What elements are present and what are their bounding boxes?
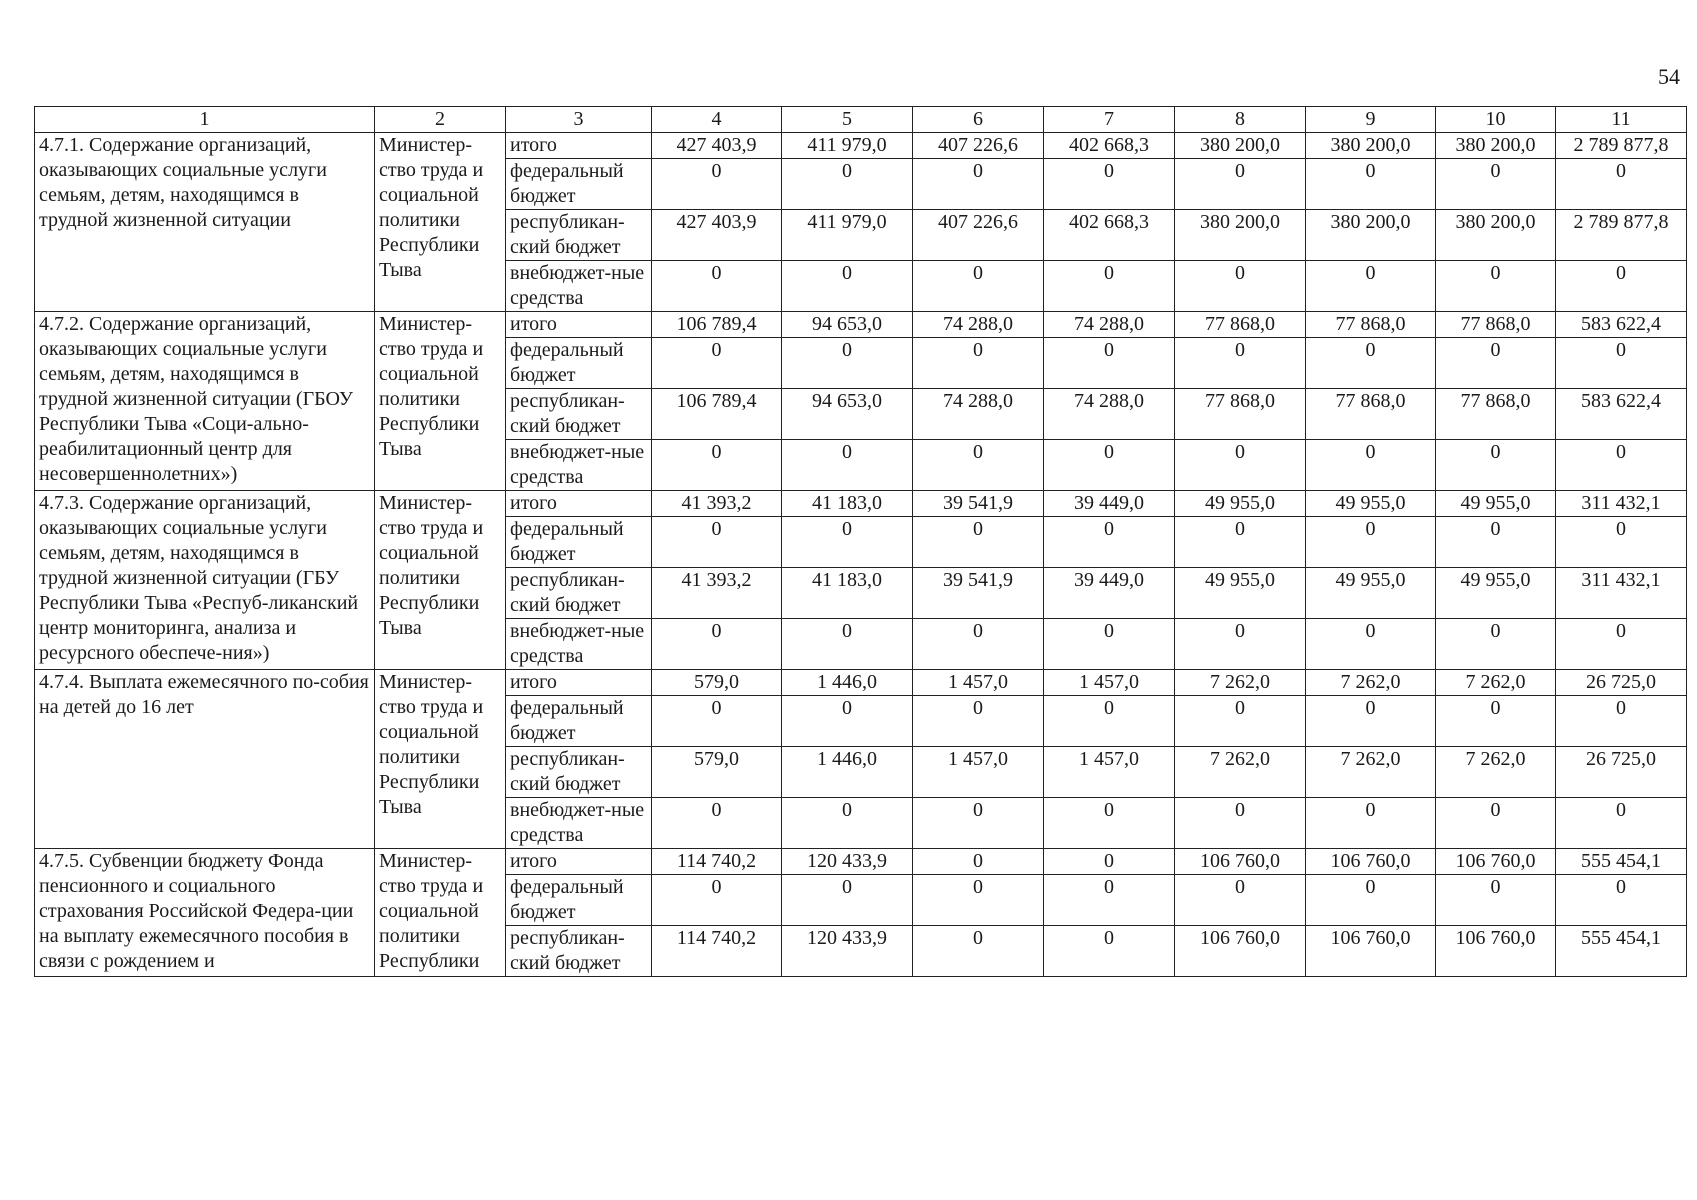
- amount-cell: 1 457,0: [913, 670, 1044, 696]
- amount-cell: 49 955,0: [1306, 491, 1436, 517]
- amount-cell: 39 449,0: [1044, 491, 1175, 517]
- amount-cell: 0: [1044, 619, 1175, 670]
- amount-cell: 0: [913, 261, 1044, 312]
- measure-description: 4.7.2. Содержание организаций, оказывающих социальные услуги семьям, детям, находящимся в трудной жизненной ситуации (ГБОУ Республики Тыва «Соци-ально-реабилитационный центр для несовершеннолетних»): [35, 312, 375, 491]
- table-row: [35, 312, 1687, 338]
- funding-source: республикан-ский бюджет: [506, 568, 652, 619]
- amount-cell: 2 789 877,8: [1556, 133, 1687, 159]
- amount-cell: 0: [1306, 696, 1436, 747]
- amount-cell: 0: [913, 517, 1044, 568]
- amount-cell: 0: [1044, 696, 1175, 747]
- amount-cell: 0: [1044, 798, 1175, 849]
- amount-cell: 1 446,0: [782, 670, 913, 696]
- amount-cell: 77 868,0: [1436, 389, 1556, 440]
- amount-cell: 411 979,0: [782, 210, 913, 261]
- amount-cell: 0: [1306, 338, 1436, 389]
- amount-cell: 0: [1556, 798, 1687, 849]
- amount-cell: 402 668,3: [1044, 210, 1175, 261]
- amount-cell: 380 200,0: [1175, 210, 1306, 261]
- amount-cell: 0: [1306, 619, 1436, 670]
- amount-cell: 0: [782, 798, 913, 849]
- measure-description: 4.7.1. Содержание организаций, оказывающих социальные услуги семьям, детям, находящимся в трудной жизненной ситуации: [35, 133, 375, 312]
- amount-cell: 579,0: [652, 747, 782, 798]
- amount-cell: 114 740,2: [652, 849, 782, 875]
- amount-cell: 26 725,0: [1556, 747, 1687, 798]
- amount-cell: 0: [1175, 696, 1306, 747]
- funding-source: федеральный бюджет: [506, 875, 652, 926]
- amount-cell: 114 740,2: [652, 926, 782, 977]
- funding-source: итого: [506, 133, 652, 159]
- amount-cell: 74 288,0: [1044, 389, 1175, 440]
- amount-cell: 380 200,0: [1436, 133, 1556, 159]
- amount-cell: 94 653,0: [782, 312, 913, 338]
- amount-cell: 7 262,0: [1436, 747, 1556, 798]
- amount-cell: 0: [1044, 261, 1175, 312]
- amount-cell: 0: [913, 440, 1044, 491]
- amount-cell: 7 262,0: [1306, 747, 1436, 798]
- amount-cell: 0: [1556, 875, 1687, 926]
- amount-cell: 0: [1306, 440, 1436, 491]
- column-number-cell: 1: [35, 107, 375, 133]
- responsible-executor: Министер-ство труда и социальной политики Республики Тыва: [375, 133, 506, 312]
- amount-cell: 7 262,0: [1175, 670, 1306, 696]
- amount-cell: 106 760,0: [1436, 849, 1556, 875]
- amount-cell: 94 653,0: [782, 389, 913, 440]
- funding-source: итого: [506, 849, 652, 875]
- amount-cell: 49 955,0: [1436, 568, 1556, 619]
- amount-cell: 0: [1556, 261, 1687, 312]
- amount-cell: 0: [1044, 875, 1175, 926]
- amount-cell: 0: [652, 338, 782, 389]
- funding-source: итого: [506, 312, 652, 338]
- amount-cell: 0: [652, 440, 782, 491]
- amount-cell: 0: [782, 159, 913, 210]
- amount-cell: 26 725,0: [1556, 670, 1687, 696]
- amount-cell: 0: [1044, 440, 1175, 491]
- column-number-cell: 10: [1436, 107, 1556, 133]
- amount-cell: 39 541,9: [913, 568, 1044, 619]
- amount-cell: 0: [913, 619, 1044, 670]
- amount-cell: 39 449,0: [1044, 568, 1175, 619]
- amount-cell: 106 760,0: [1175, 849, 1306, 875]
- responsible-executor: Министер-ство труда и социальной политики Республики Тыва: [375, 670, 506, 849]
- amount-cell: 0: [1306, 517, 1436, 568]
- amount-cell: 0: [1175, 875, 1306, 926]
- amount-cell: 0: [1556, 619, 1687, 670]
- amount-cell: 0: [1556, 517, 1687, 568]
- funding-source: федеральный бюджет: [506, 159, 652, 210]
- amount-cell: 0: [913, 159, 1044, 210]
- amount-cell: 380 200,0: [1306, 210, 1436, 261]
- funding-source: внебюджет-ные средства: [506, 798, 652, 849]
- amount-cell: 0: [652, 159, 782, 210]
- column-number-cell: 5: [782, 107, 913, 133]
- amount-cell: 0: [652, 517, 782, 568]
- amount-cell: 0: [1044, 517, 1175, 568]
- page-number: 54: [1658, 64, 1680, 89]
- amount-cell: 0: [913, 696, 1044, 747]
- amount-cell: 0: [782, 261, 913, 312]
- funding-source: итого: [506, 491, 652, 517]
- amount-cell: 0: [1556, 440, 1687, 491]
- amount-cell: 41 183,0: [782, 491, 913, 517]
- amount-cell: 120 433,9: [782, 926, 913, 977]
- amount-cell: 0: [652, 875, 782, 926]
- table-row: [35, 849, 1687, 875]
- amount-cell: 7 262,0: [1306, 670, 1436, 696]
- amount-cell: 0: [652, 619, 782, 670]
- amount-cell: 1 457,0: [1044, 747, 1175, 798]
- funding-source: федеральный бюджет: [506, 517, 652, 568]
- amount-cell: 0: [913, 875, 1044, 926]
- amount-cell: 120 433,9: [782, 849, 913, 875]
- amount-cell: 106 760,0: [1175, 926, 1306, 977]
- amount-cell: 77 868,0: [1306, 312, 1436, 338]
- amount-cell: 407 226,6: [913, 210, 1044, 261]
- amount-cell: 0: [1436, 159, 1556, 210]
- amount-cell: 49 955,0: [1436, 491, 1556, 517]
- amount-cell: 0: [1436, 261, 1556, 312]
- amount-cell: 380 200,0: [1306, 133, 1436, 159]
- amount-cell: 0: [1175, 440, 1306, 491]
- column-number-cell: 2: [375, 107, 506, 133]
- amount-cell: 0: [1436, 619, 1556, 670]
- amount-cell: 0: [913, 798, 1044, 849]
- amount-cell: 0: [1306, 159, 1436, 210]
- amount-cell: 7 262,0: [1175, 747, 1306, 798]
- amount-cell: 0: [1436, 875, 1556, 926]
- amount-cell: 106 760,0: [1306, 849, 1436, 875]
- amount-cell: 0: [782, 517, 913, 568]
- amount-cell: 49 955,0: [1306, 568, 1436, 619]
- table-body: [35, 107, 1687, 977]
- table-row: [35, 491, 1687, 517]
- column-number-cell: 7: [1044, 107, 1175, 133]
- amount-cell: 0: [782, 875, 913, 926]
- amount-cell: 74 288,0: [1044, 312, 1175, 338]
- amount-cell: 0: [782, 696, 913, 747]
- amount-cell: 311 432,1: [1556, 568, 1687, 619]
- amount-cell: 583 622,4: [1556, 312, 1687, 338]
- amount-cell: 311 432,1: [1556, 491, 1687, 517]
- funding-source: федеральный бюджет: [506, 338, 652, 389]
- amount-cell: 0: [913, 926, 1044, 977]
- table-row: [35, 670, 1687, 696]
- amount-cell: 0: [782, 338, 913, 389]
- amount-cell: 0: [913, 338, 1044, 389]
- amount-cell: 0: [652, 798, 782, 849]
- amount-cell: 49 955,0: [1175, 568, 1306, 619]
- amount-cell: 1 446,0: [782, 747, 913, 798]
- amount-cell: 0: [782, 440, 913, 491]
- funding-source: республикан-ский бюджет: [506, 210, 652, 261]
- amount-cell: 380 200,0: [1175, 133, 1306, 159]
- amount-cell: 0: [913, 849, 1044, 875]
- amount-cell: 0: [1175, 517, 1306, 568]
- amount-cell: 407 226,6: [913, 133, 1044, 159]
- amount-cell: 0: [1436, 696, 1556, 747]
- amount-cell: 106 760,0: [1306, 926, 1436, 977]
- amount-cell: 1 457,0: [913, 747, 1044, 798]
- amount-cell: 0: [652, 696, 782, 747]
- amount-cell: 427 403,9: [652, 210, 782, 261]
- amount-cell: 0: [1044, 338, 1175, 389]
- funding-source: республикан-ский бюджет: [506, 926, 652, 977]
- measure-description: 4.7.4. Выплата ежемесячного по-собия на детей до 16 лет: [35, 670, 375, 849]
- amount-cell: 0: [1175, 798, 1306, 849]
- column-number-cell: 3: [506, 107, 652, 133]
- amount-cell: 555 454,1: [1556, 849, 1687, 875]
- amount-cell: 77 868,0: [1436, 312, 1556, 338]
- amount-cell: 0: [1175, 338, 1306, 389]
- responsible-executor: Министер-ство труда и социальной политики Республики Тыва: [375, 491, 506, 670]
- funding-source: внебюджет-ные средства: [506, 261, 652, 312]
- amount-cell: 0: [1044, 849, 1175, 875]
- amount-cell: 77 868,0: [1306, 389, 1436, 440]
- amount-cell: 0: [652, 261, 782, 312]
- amount-cell: 0: [1306, 875, 1436, 926]
- amount-cell: 41 393,2: [652, 568, 782, 619]
- measure-description: 4.7.3. Содержание организаций, оказывающих социальные услуги семьям, детям, находящимся в трудной жизненной ситуации (ГБУ Республики Тыва «Респуб-ликанский центр мониторинга, анализа и ресурсного обеспече-ния»): [35, 491, 375, 670]
- responsible-executor: Министер-ство труда и социальной политики Республики Тыва: [375, 312, 506, 491]
- amount-cell: 77 868,0: [1175, 389, 1306, 440]
- amount-cell: 2 789 877,8: [1556, 210, 1687, 261]
- amount-cell: 0: [1175, 619, 1306, 670]
- amount-cell: 0: [1556, 338, 1687, 389]
- amount-cell: 0: [1306, 261, 1436, 312]
- responsible-executor: Министер-ство труда и социальной политики Республики: [375, 849, 506, 977]
- column-number-cell: 11: [1556, 107, 1687, 133]
- funding-source: республикан-ский бюджет: [506, 747, 652, 798]
- amount-cell: 0: [1436, 517, 1556, 568]
- amount-cell: 49 955,0: [1175, 491, 1306, 517]
- column-number-cell: 6: [913, 107, 1044, 133]
- amount-cell: 411 979,0: [782, 133, 913, 159]
- amount-cell: 0: [1436, 798, 1556, 849]
- amount-cell: 0: [1175, 261, 1306, 312]
- amount-cell: 41 183,0: [782, 568, 913, 619]
- amount-cell: 7 262,0: [1436, 670, 1556, 696]
- table-row: [35, 133, 1687, 159]
- funding-source: внебюджет-ные средства: [506, 619, 652, 670]
- amount-cell: 0: [1044, 926, 1175, 977]
- amount-cell: 0: [1044, 159, 1175, 210]
- measure-description: 4.7.5. Субвенции бюджету Фонда пенсионного и социального страхования Российской Федера-ции на выплату ежемесячного пособия в связи с рождением и: [35, 849, 375, 977]
- funding-source: внебюджет-ные средства: [506, 440, 652, 491]
- amount-cell: 555 454,1: [1556, 926, 1687, 977]
- funding-source: республикан-ский бюджет: [506, 389, 652, 440]
- amount-cell: 0: [1306, 798, 1436, 849]
- column-number-row: [35, 107, 1687, 133]
- column-number-cell: 4: [652, 107, 782, 133]
- amount-cell: 427 403,9: [652, 133, 782, 159]
- amount-cell: 0: [1436, 440, 1556, 491]
- amount-cell: 74 288,0: [913, 389, 1044, 440]
- budget-table: [34, 106, 1687, 977]
- amount-cell: 0: [782, 619, 913, 670]
- funding-source: итого: [506, 670, 652, 696]
- amount-cell: 39 541,9: [913, 491, 1044, 517]
- amount-cell: 0: [1436, 338, 1556, 389]
- funding-source: федеральный бюджет: [506, 696, 652, 747]
- amount-cell: 106 789,4: [652, 389, 782, 440]
- amount-cell: 1 457,0: [1044, 670, 1175, 696]
- amount-cell: 41 393,2: [652, 491, 782, 517]
- amount-cell: 380 200,0: [1436, 210, 1556, 261]
- amount-cell: 0: [1556, 696, 1687, 747]
- amount-cell: 106 760,0: [1436, 926, 1556, 977]
- amount-cell: 579,0: [652, 670, 782, 696]
- column-number-cell: 8: [1175, 107, 1306, 133]
- amount-cell: 583 622,4: [1556, 389, 1687, 440]
- amount-cell: 106 789,4: [652, 312, 782, 338]
- amount-cell: 0: [1556, 159, 1687, 210]
- amount-cell: 74 288,0: [913, 312, 1044, 338]
- amount-cell: 0: [1175, 159, 1306, 210]
- column-number-cell: 9: [1306, 107, 1436, 133]
- amount-cell: 402 668,3: [1044, 133, 1175, 159]
- amount-cell: 77 868,0: [1175, 312, 1306, 338]
